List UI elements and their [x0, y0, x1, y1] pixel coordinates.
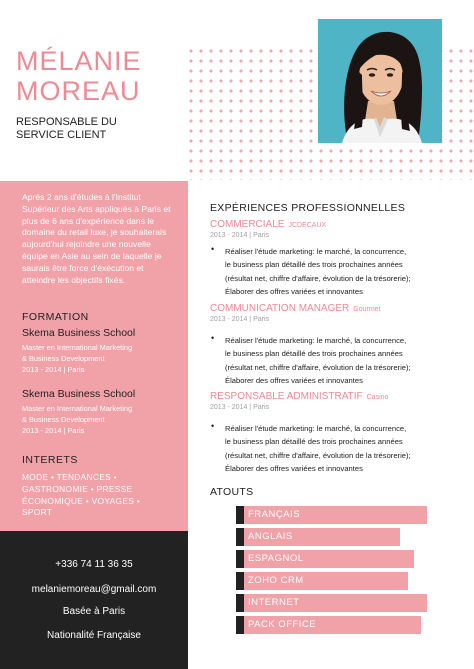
job-title	[210, 303, 381, 314]
description-line: le business plan détaillé des trois prochaines années	[225, 349, 403, 359]
skill-label: ANGLAIS	[248, 531, 293, 542]
job-description	[225, 422, 465, 475]
skill-bar	[236, 506, 427, 524]
nationality: Nationalité Française	[47, 630, 141, 641]
description-line: le business plan détaillé des trois prochaines années	[225, 260, 403, 270]
experience-title: EXPÉRIENCES PROFESSIONNELLES	[210, 202, 406, 214]
job-title-text: RESPONSABLE ADMINISTRATIF	[210, 391, 363, 402]
skill-bar	[236, 528, 400, 546]
description-line: Élaborer des offres variées et innovantes	[225, 286, 363, 296]
formation-title: FORMATION	[22, 311, 89, 323]
job-description	[225, 245, 465, 298]
job-date: 2013 - 2014 | Paris	[210, 232, 270, 239]
description-line: Réaliser l'étude marketing: le marché, la concurrence,	[225, 424, 407, 433]
bullet-icon: •	[211, 244, 215, 254]
skill-bar	[236, 550, 414, 568]
job-role	[16, 116, 117, 142]
interests-line: ÉCONOMIQUE • VOYAGES •	[22, 495, 140, 506]
description-line: le business plan détaillé des trois prochaines années	[225, 437, 403, 447]
job-company: Gourmet	[353, 306, 381, 313]
job-company: JCDECAUX	[288, 222, 327, 229]
degree-line: & Business Development	[22, 354, 105, 363]
intro-paragraph: Après 2 ans d'études à l'Institut Supérieur des Arts appliqués à Paris et plus de 6 ans d'expérience dans le domaine du retail luxe, je souhaiterais aujourd'hui rejoindre une nouvelle équipe en Asie au sein de laquelle je saurais être force d'éxécution et atteindre les objectifs fixés.	[22, 192, 171, 285]
atouts-title: ATOUTS	[210, 486, 254, 498]
description-line: Élaborer des offres variées et innovantes	[225, 375, 363, 385]
skill-bar	[236, 616, 421, 634]
description-line: Élaborer des offres variées et innovantes	[225, 463, 363, 473]
portrait-image	[318, 19, 442, 143]
job-company: Casino	[366, 394, 389, 401]
formation-date: 2013 - 2014 | Paris	[22, 426, 85, 435]
bullet-icon: •	[211, 333, 215, 343]
job-title	[210, 219, 326, 230]
skill-label: INTERNET	[248, 597, 300, 608]
bullet-icon: •	[211, 421, 215, 431]
job-title	[210, 391, 388, 402]
contact-panel	[0, 531, 188, 669]
interests-line: GASTRONOMIE • PRESSE	[22, 483, 133, 494]
job-date: 2013 - 2014 | Paris	[210, 316, 270, 323]
interests-list	[22, 472, 182, 519]
role-line: SERVICE CLIENT	[16, 129, 107, 141]
skill-bar	[236, 572, 408, 590]
profile-photo	[318, 19, 442, 143]
candidate-name	[16, 46, 142, 106]
job-date: 2013 - 2014 | Paris	[210, 404, 270, 411]
description-line: (résultat net, chiffre d'affaire, évolution de la trésorerie);	[225, 450, 411, 460]
degree-line: Master en International Marketing	[22, 404, 133, 413]
formation-school: Skema Business School	[22, 327, 136, 339]
degree-line: Master en International Marketing	[22, 343, 133, 352]
description-line: (résultat net, chiffre d'affaire, évolution de la trésorerie);	[225, 362, 411, 372]
description-line: Réaliser l'étude marketing: le marché, la concurrence,	[225, 247, 407, 256]
interests-line: SPORT	[22, 507, 53, 518]
first-name: MÉLANIE	[16, 46, 142, 76]
interests-title: INTERETS	[22, 454, 78, 466]
job-title-text: COMMERCIALE	[210, 219, 285, 230]
degree-line: & Business Development	[22, 415, 105, 424]
formation-detail	[22, 342, 132, 375]
description-line: Réaliser l'étude marketing: le marché, la concurrence,	[225, 336, 407, 345]
interests-line: MODE • TENDANCES •	[22, 472, 117, 482]
formation-detail	[22, 403, 132, 436]
description-line: (résultat net, chiffre d'affaire, évolution de la trésorerie);	[225, 273, 411, 283]
location: Basée à Paris	[62, 606, 126, 617]
skill-label: ESPAGNOL	[248, 553, 304, 564]
last-name: MOREAU	[16, 76, 141, 106]
job-title-text: COMMUNICATION MANAGER	[210, 303, 350, 314]
skill-bar	[236, 594, 427, 612]
phone-number: +336 74 11 36 35	[55, 559, 133, 570]
skill-label: PACK OFFICE	[248, 619, 317, 630]
role-line: RESPONSABLE DU	[16, 116, 117, 128]
formation-school: Skema Business School	[22, 388, 136, 400]
skill-label: ZOHO CRM	[248, 575, 304, 586]
formation-date: 2013 - 2014 | Paris	[22, 365, 85, 374]
job-description	[225, 334, 465, 387]
email-address: melaniemoreau@gmail.com	[31, 584, 157, 595]
skill-label: FRANÇAIS	[248, 509, 301, 520]
